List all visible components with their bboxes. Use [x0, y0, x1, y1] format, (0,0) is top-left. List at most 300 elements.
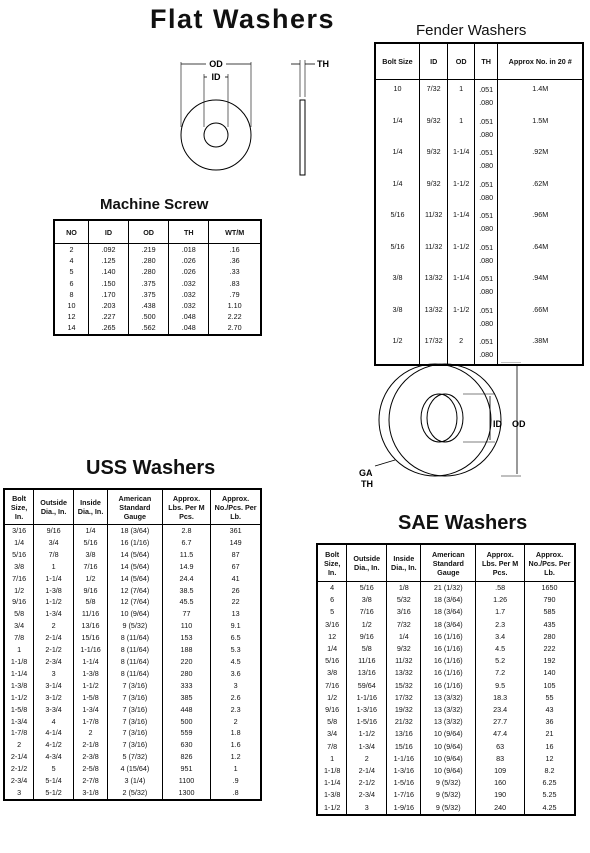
table-cell: 5/8	[317, 716, 347, 728]
table-cell: 17/32	[387, 692, 421, 704]
table-row	[317, 802, 575, 815]
machine-title: Machine Screw	[100, 196, 209, 213]
table-cell: .092	[88, 244, 128, 256]
column-header: TH	[474, 43, 498, 80]
table-row	[4, 573, 261, 585]
table-cell: 7/16	[347, 606, 387, 618]
table-cell: 1-3/8	[74, 668, 108, 680]
id-cell: 17/32	[419, 332, 448, 365]
flat-washer-diagram	[170, 52, 340, 187]
table-cell: 5/8	[74, 596, 108, 608]
bolt-size-cell: 5/16	[375, 238, 419, 270]
table-cell: 13/16	[74, 620, 108, 632]
thickness-min: .051	[479, 211, 494, 220]
table-cell: .562	[129, 322, 169, 334]
table-cell: 1.10	[209, 300, 261, 311]
table-cell: 8	[54, 289, 88, 300]
table-row	[317, 680, 575, 692]
table-row	[375, 112, 583, 144]
table-cell: 16 (1/16)	[421, 643, 476, 655]
table-cell: 5/16	[74, 537, 108, 549]
table-cell: .58	[476, 582, 525, 595]
table-cell: 16 (1/16)	[421, 631, 476, 643]
table-cell: 1-3/8	[4, 680, 34, 692]
table-cell: 1/4	[74, 525, 108, 537]
table-row	[4, 751, 261, 763]
table-cell: 24.4	[162, 573, 210, 585]
table-cell: 7 (3/16)	[108, 704, 163, 716]
table-cell: 13 (3/32)	[421, 692, 476, 704]
thickness-max: .080	[479, 287, 494, 296]
table-cell: 1-3/4	[34, 608, 74, 620]
table-cell: 11.5	[162, 549, 210, 561]
side-od-label: OD	[512, 419, 526, 429]
od-cell: 1-1/4	[448, 206, 475, 238]
table-cell: 9 (5/32)	[421, 802, 476, 815]
table-cell: 385	[162, 692, 210, 704]
table-cell: 2-3/8	[74, 751, 108, 763]
table-cell: 4-3/4	[34, 751, 74, 763]
table-cell: 1-1/4	[34, 573, 74, 585]
bolt-size-cell: 10	[375, 80, 419, 112]
table-row	[4, 775, 261, 787]
table-cell: 2	[211, 716, 261, 728]
table-cell: 790	[524, 594, 575, 606]
table-cell: 18 (3/64)	[421, 594, 476, 606]
approx-count-cell: 1.4M	[498, 80, 583, 112]
side-id-label: ID	[493, 419, 502, 429]
table-cell: 1-3/4	[4, 716, 34, 728]
table-cell: 2.22	[209, 311, 261, 322]
table-cell: .219	[129, 244, 169, 256]
table-row	[54, 300, 261, 311]
id-cell: 9/32	[419, 112, 448, 144]
table-row	[4, 692, 261, 704]
table-cell: 3/8	[347, 594, 387, 606]
column-header: Approx. No./Pcs. Per Lb.	[211, 489, 261, 525]
table-cell: 2 (5/32)	[108, 787, 163, 800]
id-cell: 13/32	[419, 269, 448, 301]
table-row	[317, 728, 575, 740]
table-cell: 1/2	[4, 585, 34, 597]
id-label: ID	[211, 72, 221, 82]
table-cell: 2.8	[162, 525, 210, 537]
table-cell: 9 (5/32)	[108, 620, 163, 632]
table-cell: 105	[524, 680, 575, 692]
table-cell: 2-1/8	[74, 739, 108, 751]
table-cell: 9/16	[74, 585, 108, 597]
table-cell: 1.6	[211, 739, 261, 751]
table-cell: 5.25	[524, 789, 575, 801]
table-cell: 1-1/2	[4, 692, 34, 704]
table-cell: 2	[54, 244, 88, 256]
sae-title: SAE Washers	[398, 512, 528, 534]
table-cell: 16 (1/16)	[421, 680, 476, 692]
table-cell: 361	[211, 525, 261, 537]
table-cell: .032	[169, 278, 209, 289]
table-cell: .375	[129, 278, 169, 289]
thickness-min: .051	[479, 148, 494, 157]
table-cell: 1	[211, 763, 261, 775]
table-cell: .280	[129, 255, 169, 266]
table-cell: 27.7	[476, 716, 525, 728]
table-cell: 9.5	[476, 680, 525, 692]
th-label: TH	[317, 59, 329, 69]
table-cell: 1-1/4	[4, 668, 34, 680]
table-cell: 192	[524, 655, 575, 667]
table-cell: 140	[524, 667, 575, 679]
table-cell: 9 (5/32)	[421, 789, 476, 801]
od-cell: 1	[448, 112, 475, 144]
table-cell: 8.2	[524, 765, 575, 777]
approx-count-cell: 1.5M	[498, 112, 583, 144]
table-row	[317, 765, 575, 777]
table-cell: 16 (1/16)	[421, 667, 476, 679]
table-cell: 14	[54, 322, 88, 334]
table-cell: 15/32	[387, 680, 421, 692]
table-cell: .026	[169, 266, 209, 277]
table-cell: .438	[129, 300, 169, 311]
column-header: Bolt Size	[375, 43, 419, 80]
table-row	[4, 596, 261, 608]
table-cell: 6	[54, 278, 88, 289]
table-row	[375, 80, 583, 112]
table-cell: 1.7	[476, 606, 525, 618]
table-cell: 1-7/16	[387, 789, 421, 801]
table-cell: 6.5	[211, 632, 261, 644]
table-cell: 9 (5/32)	[421, 777, 476, 789]
table-cell: 2-1/4	[34, 632, 74, 644]
table-cell: 3-1/2	[34, 692, 74, 704]
table-cell: 2.3	[476, 619, 525, 631]
table-cell: 1-7/8	[4, 727, 34, 739]
table-cell: 1-7/8	[74, 716, 108, 728]
fender-table	[374, 42, 584, 366]
column-header: ID	[88, 220, 128, 244]
table-row	[375, 175, 583, 207]
table-cell: 18 (3/64)	[108, 525, 163, 537]
side-th-label: TH	[361, 479, 373, 489]
table-cell: 951	[162, 763, 210, 775]
table-row	[4, 644, 261, 656]
table-cell: 4.5	[476, 643, 525, 655]
table-cell: 5/16	[347, 582, 387, 595]
id-cell: 11/32	[419, 238, 448, 270]
column-header: WT/M	[209, 220, 261, 244]
table-cell: 2-3/4	[347, 789, 387, 801]
bolt-size-cell: 1/4	[375, 143, 419, 175]
table-cell: 87	[211, 549, 261, 561]
table-cell: 5	[317, 606, 347, 618]
table-cell: 4.5	[211, 656, 261, 668]
table-row	[317, 741, 575, 753]
table-cell: .048	[169, 322, 209, 334]
table-cell: 10 (9/64)	[421, 753, 476, 765]
column-header: NO	[54, 220, 88, 244]
table-cell: 4.25	[524, 802, 575, 815]
table-row	[4, 549, 261, 561]
table-cell: 18 (3/64)	[421, 619, 476, 631]
table-cell: 5.2	[476, 655, 525, 667]
table-cell: 8 (11/64)	[108, 632, 163, 644]
table-row	[375, 206, 583, 238]
approx-count-cell: .64M	[498, 238, 583, 270]
sae-table	[316, 543, 576, 816]
table-cell: 1-1/4	[317, 777, 347, 789]
table-cell: 77	[162, 608, 210, 620]
table-cell: 2-7/8	[74, 775, 108, 787]
table-cell: 7 (3/16)	[108, 716, 163, 728]
table-cell: 5	[34, 763, 74, 775]
table-cell: 585	[524, 606, 575, 618]
od-label: OD	[209, 59, 223, 69]
thickness-cell	[474, 175, 498, 207]
table-cell: 14 (5/64)	[108, 549, 163, 561]
table-cell: 2-3/4	[34, 656, 74, 668]
table-cell: 1-5/8	[4, 704, 34, 716]
column-header: Inside Dia., In.	[387, 544, 421, 582]
table-cell: 13/16	[347, 667, 387, 679]
table-cell: 2.6	[211, 692, 261, 704]
table-cell: .048	[169, 311, 209, 322]
table-cell: 10 (9/64)	[108, 608, 163, 620]
id-cell: 13/32	[419, 301, 448, 333]
table-cell: 8 (11/64)	[108, 644, 163, 656]
table-cell: 7/16	[74, 561, 108, 573]
table-row	[54, 278, 261, 289]
table-cell: 41	[211, 573, 261, 585]
table-cell: .018	[169, 244, 209, 256]
table-cell: 7/8	[317, 741, 347, 753]
table-row	[317, 643, 575, 655]
table-cell: 1	[34, 561, 74, 573]
table-row	[4, 668, 261, 680]
thickness-max: .080	[479, 98, 494, 107]
table-cell: 1-5/16	[347, 716, 387, 728]
table-cell: .33	[209, 266, 261, 277]
table-cell: .280	[129, 266, 169, 277]
od-cell: 1-1/4	[448, 143, 475, 175]
table-cell: .8	[211, 787, 261, 800]
table-cell: 1-1/2	[317, 802, 347, 815]
table-cell: 3	[211, 680, 261, 692]
table-row	[375, 332, 583, 365]
table-cell: 47.4	[476, 728, 525, 740]
table-row	[4, 525, 261, 537]
column-header: Outside Dia., In.	[34, 489, 74, 525]
bolt-size-cell: 3/8	[375, 269, 419, 301]
table-cell: 1-5/8	[74, 692, 108, 704]
thickness-min: .051	[479, 274, 494, 283]
approx-count-cell: .96M	[498, 206, 583, 238]
table-cell: 9/16	[4, 596, 34, 608]
bolt-size-cell: 3/8	[375, 301, 419, 333]
table-row	[4, 716, 261, 728]
table-cell: 59/64	[347, 680, 387, 692]
table-row	[317, 667, 575, 679]
approx-count-cell: .62M	[498, 175, 583, 207]
table-row	[317, 692, 575, 704]
table-cell: 1/8	[387, 582, 421, 595]
table-cell: 7 (3/16)	[108, 739, 163, 751]
table-cell: 826	[162, 751, 210, 763]
table-cell: 5-1/2	[34, 787, 74, 800]
table-cell: 3/4	[4, 620, 34, 632]
od-cell: 1	[448, 80, 475, 112]
table-row	[375, 143, 583, 175]
table-row	[4, 585, 261, 597]
table-cell: 1/4	[4, 537, 34, 549]
id-cell: 7/32	[419, 80, 448, 112]
table-cell: 8 (11/64)	[108, 668, 163, 680]
column-header: Approx. No./Pcs. Per Lb.	[524, 544, 575, 582]
bolt-size-cell: 5/16	[375, 206, 419, 238]
thickness-max: .080	[479, 161, 494, 170]
table-cell: 280	[162, 668, 210, 680]
table-row	[54, 322, 261, 334]
table-cell: 15/16	[74, 632, 108, 644]
table-cell: 14 (5/64)	[108, 573, 163, 585]
table-cell: 1-9/16	[387, 802, 421, 815]
table-cell: 5.3	[211, 644, 261, 656]
table-cell: 7 (3/16)	[108, 692, 163, 704]
bolt-size-cell: 1/4	[375, 175, 419, 207]
table-cell: 13 (3/32)	[421, 716, 476, 728]
table-cell: 1/2	[317, 692, 347, 704]
table-cell: 240	[476, 802, 525, 815]
table-cell: 7/8	[34, 549, 74, 561]
thickness-max: .080	[479, 350, 494, 359]
table-cell: 2	[347, 753, 387, 765]
table-cell: 14 (5/64)	[108, 561, 163, 573]
table-cell: 12 (7/64)	[108, 585, 163, 597]
table-cell: 16	[524, 741, 575, 753]
od-cell: 1-1/2	[448, 175, 475, 207]
table-cell: 3	[4, 787, 34, 800]
table-cell: 2-1/4	[347, 765, 387, 777]
table-cell: 1/2	[74, 573, 108, 585]
table-cell: 1100	[162, 775, 210, 787]
column-header: American Standard Gauge	[108, 489, 163, 525]
table-cell: 3	[347, 802, 387, 815]
table-cell: 1	[317, 753, 347, 765]
table-cell: 2-5/8	[74, 763, 108, 775]
table-cell: 7/16	[317, 680, 347, 692]
table-row	[4, 608, 261, 620]
table-cell: 1-1/2	[34, 596, 74, 608]
table-cell: 11/32	[387, 655, 421, 667]
table-row	[4, 787, 261, 800]
thickness-cell	[474, 269, 498, 301]
thickness-max: .080	[479, 318, 494, 328]
thickness-cell	[474, 206, 498, 238]
table-cell: 13/16	[387, 728, 421, 740]
table-cell: 9/32	[387, 643, 421, 655]
table-cell: 19/32	[387, 704, 421, 716]
table-cell: 13/32	[387, 667, 421, 679]
table-cell: 5/16	[4, 549, 34, 561]
table-row	[54, 289, 261, 300]
bolt-size-cell: 1/4	[375, 112, 419, 144]
table-cell: .150	[88, 278, 128, 289]
table-cell: 2-3/4	[4, 775, 34, 787]
table-cell: 3-1/8	[74, 787, 108, 800]
table-row	[317, 789, 575, 801]
table-cell: 1-1/8	[4, 656, 34, 668]
table-cell: 190	[476, 789, 525, 801]
table-cell: 1-1/16	[387, 753, 421, 765]
table-cell: 1	[4, 644, 34, 656]
table-row	[54, 266, 261, 277]
table-cell: 2.3	[211, 704, 261, 716]
table-cell: 1-3/8	[317, 789, 347, 801]
table-cell: .79	[209, 289, 261, 300]
table-cell: 4	[317, 582, 347, 595]
column-header: Bolt Size, In.	[317, 544, 347, 582]
approx-count-cell: .94M	[498, 269, 583, 301]
bolt-size-cell: 1/2	[375, 332, 419, 365]
table-cell: 43	[524, 704, 575, 716]
thickness-cell	[474, 332, 498, 365]
thickness-max: .080	[479, 255, 494, 265]
table-cell: 5/8	[347, 643, 387, 655]
table-cell: 12 (7/64)	[108, 596, 163, 608]
table-cell: 5 (7/32)	[108, 751, 163, 763]
table-cell: 10 (9/64)	[421, 741, 476, 753]
id-cell: 11/32	[419, 206, 448, 238]
table-cell: 5-1/4	[34, 775, 74, 787]
table-cell: 26	[211, 585, 261, 597]
table-row	[54, 255, 261, 266]
table-cell: 3/4	[317, 728, 347, 740]
table-cell: 11/16	[74, 608, 108, 620]
table-cell: .500	[129, 311, 169, 322]
table-cell: .36	[209, 255, 261, 266]
thickness-max: .080	[479, 224, 494, 233]
table-cell: .170	[88, 289, 128, 300]
table-row	[317, 619, 575, 631]
table-cell: 153	[162, 632, 210, 644]
approx-count-cell: .92M	[498, 143, 583, 175]
approx-count-cell: .38M	[498, 332, 583, 365]
table-cell: 16 (1/16)	[108, 537, 163, 549]
table-cell: .026	[169, 255, 209, 266]
washer-side-diagram	[355, 362, 535, 492]
uss-table	[3, 488, 262, 801]
table-cell: 7/16	[4, 573, 34, 585]
table-cell: 7 (3/16)	[108, 680, 163, 692]
table-cell: .83	[209, 278, 261, 289]
table-cell: 2-1/4	[4, 751, 34, 763]
table-row	[317, 606, 575, 618]
table-cell: 9.1	[211, 620, 261, 632]
table-cell: 15/16	[387, 741, 421, 753]
table-cell: 559	[162, 727, 210, 739]
table-row	[4, 620, 261, 632]
table-cell: 7/8	[4, 632, 34, 644]
thickness-min: .051	[479, 242, 494, 252]
od-cell: 1-1/4	[448, 269, 475, 301]
thickness-min: .051	[479, 179, 494, 189]
table-row	[317, 704, 575, 716]
table-row	[375, 301, 583, 333]
table-cell: 6.25	[524, 777, 575, 789]
table-cell: 1-1/2	[74, 680, 108, 692]
table-cell: .203	[88, 300, 128, 311]
column-header: ID	[419, 43, 448, 80]
table-cell: .16	[209, 244, 261, 256]
table-cell: 6	[317, 594, 347, 606]
